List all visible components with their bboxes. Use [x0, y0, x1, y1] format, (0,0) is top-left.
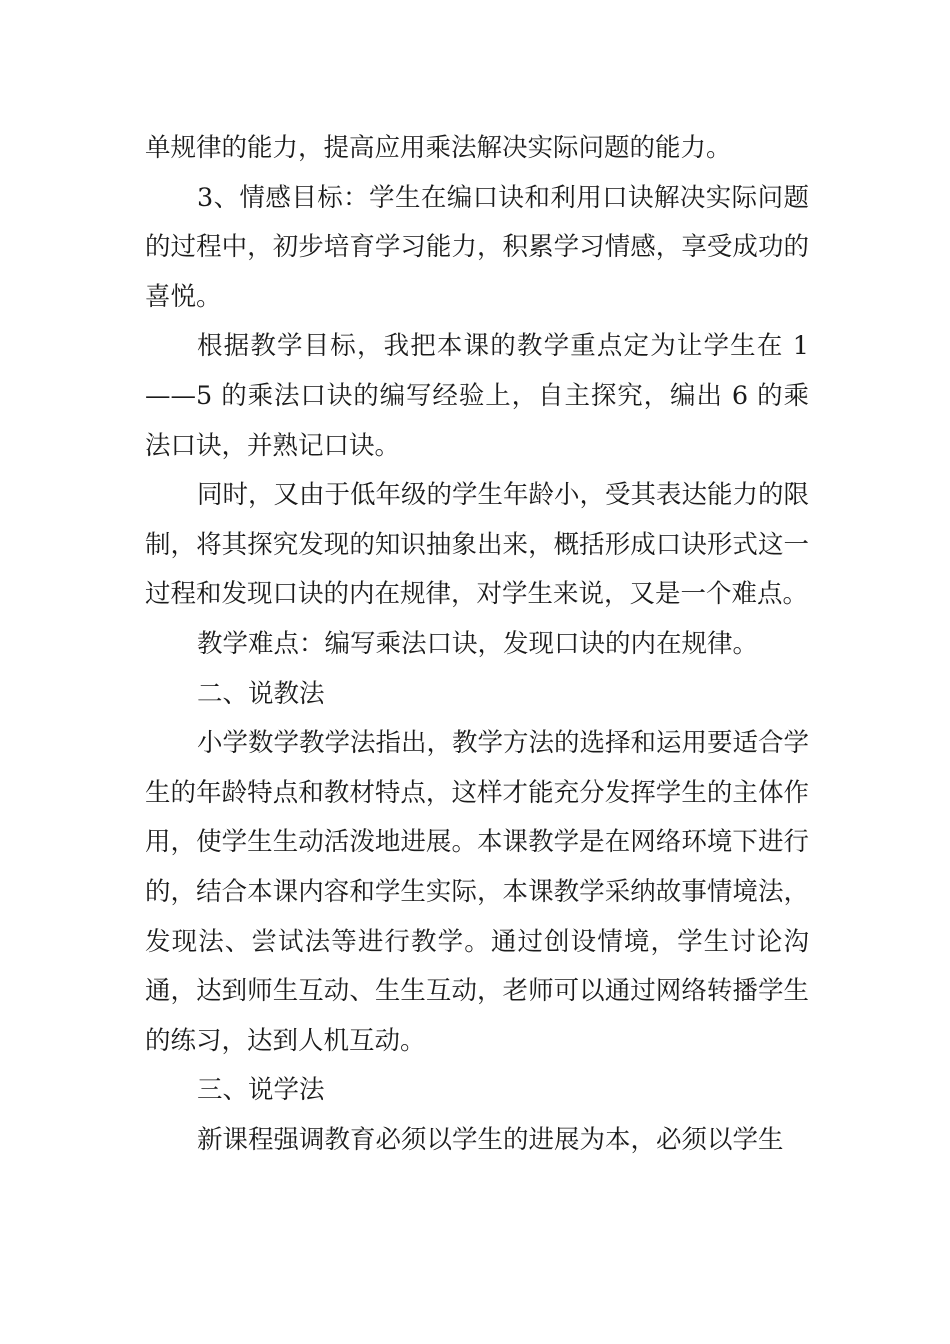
paragraph-difficulty-explanation: 同时，又由于低年级的学生年龄小，受其表达能力的限制，将其探究发现的知识抽象出来，概括形成口诀形式这一过程和发现口诀的内在规律，对学生来说，又是一个难点。 [145, 480, 810, 610]
paragraph-learning-method: 新课程强调教育必须以学生的进展为本，必须以学生 [197, 1124, 784, 1155]
section-heading-learning-method: 三、说学法 [197, 1075, 325, 1106]
section-heading-teaching-method: 二、说教法 [197, 678, 325, 709]
document-body [145, 124, 809, 1165]
paragraph-emotional-goal: 3、情感目标：学生在编口诀和利用口诀解决实际问题的过程中，初步培育学习能力，积累学习情感，享受成功的喜悦。 [145, 182, 809, 312]
paragraph-ability-continuation: 单规律的能力，提高应用乘法解决实际问题的能力。 [145, 133, 732, 163]
paragraph-teaching-difficulty: 教学难点：编写乘法口诀，发现口诀的内在规律。 [197, 628, 759, 659]
paragraph-teaching-focus: 根据教学目标，我把本课的教学重点定为让学生在 1——5 的乘法口诀的编写经验上，自主探究，编出 6 的乘法口诀，并熟记口诀。 [145, 331, 809, 461]
paragraph-teaching-method: 小学数学教学法指出，教学方法的选择和运用要适合学生的年龄特点和教材特点，这样才能充分发挥学生的主体作用，使学生生动活泼地进展。本课教学是在网络环境下进行的，结合本课内容和学生实际，本课教学采纳故事情境法，发现法、尝试法等进行教学。通过创设情境，学生讨论沟通，达到师生互动、生生互动，老师可以通过网络转播学生的练习，达到人机互动。 [145, 728, 810, 1056]
